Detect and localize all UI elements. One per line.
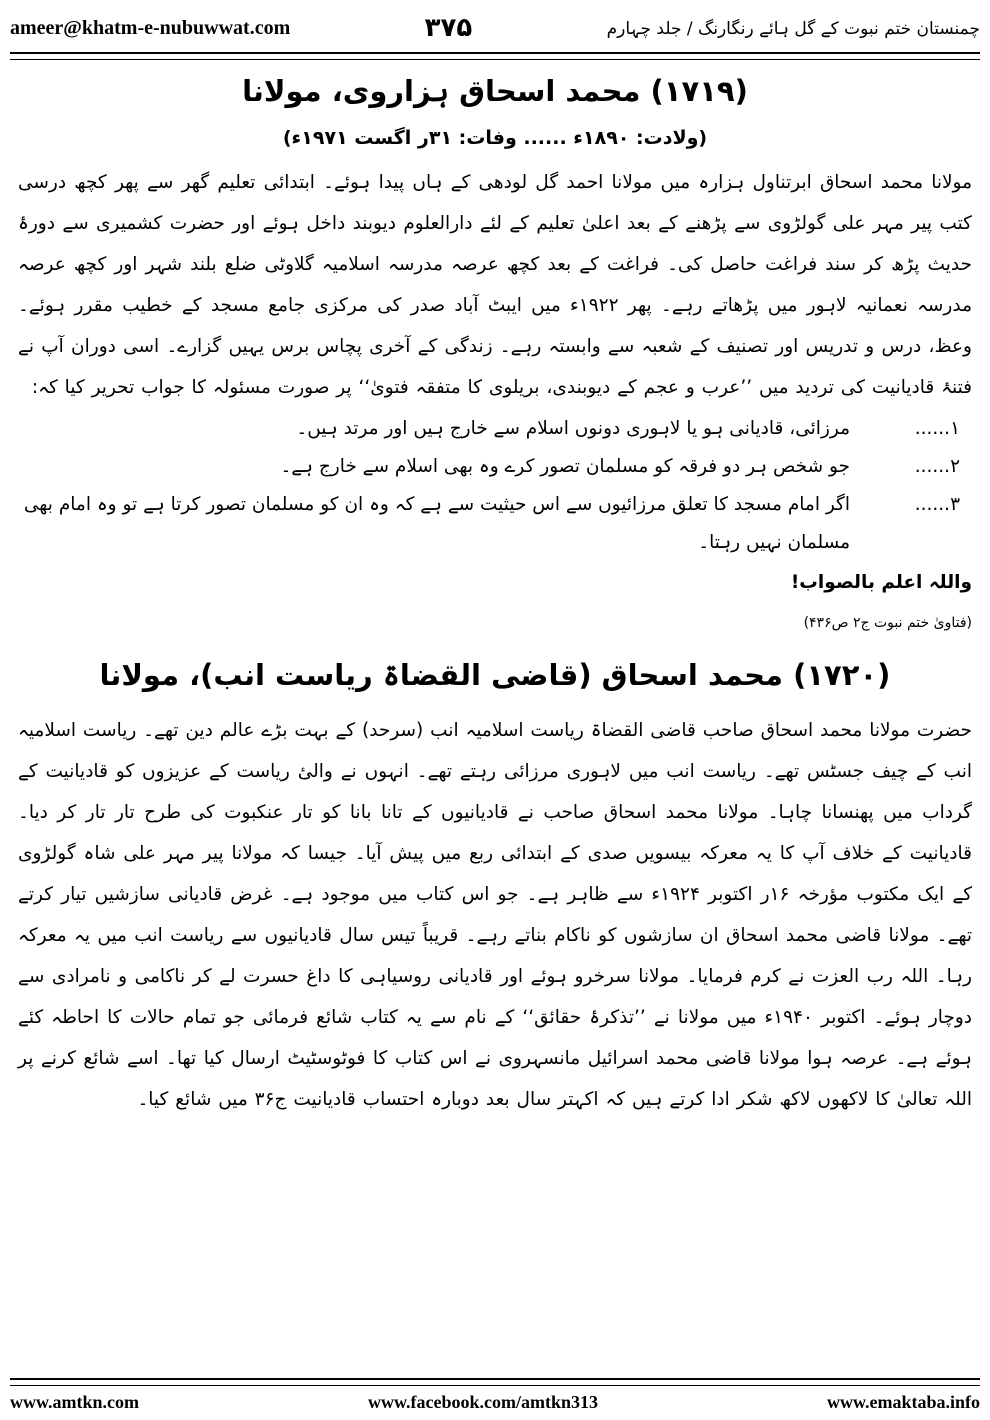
answer-text: مرزائی، قادیانی ہو یا لاہوری دونوں اسلام سے خارج ہیں اور مرتد ہیں۔	[296, 418, 850, 439]
article-1-dates: (ولادت: ۱۸۹۰ء ...... وفات: ۳۱ر اگست ۱۹۷۱ء)	[282, 127, 708, 149]
page-number: ۳۷۵	[424, 13, 473, 43]
article-1-paragraph: مولانا محمد اسحاق ابرتناول ہزارہ میں مولانا احمد گل لودھی کے ہاں پیدا ہوئے۔ ابتدائی تعلیم گھر سے پھر کچھ درسی کتب پیر مہر علی گولڑوی سے پڑھنے کے بعد اعلیٰ تعلیم کے لئے دارالعلوم دیوبند داخل ہوئے اور حضرت کشمیری سے دورۂ حدیث پڑھ کر سند فراغت حاصل کی۔ فراغت کے بعد کچھ عرصہ مدرسہ اسلامیہ گلاوٹی ضلع بلند شہر اور کچھ عرصہ مدرسہ نعمانیہ لاہور میں پڑھاتے رہے۔ پھر ۱۹۲۲ء میں ایبٹ آباد صدر کی مرکزی جامع مسجد کے خطیب مقرر ہوئے۔ وعظ، درس و تدریس اور تصنیف کے شعبہ سے وابستہ رہے۔ زندگی کے آخری پچاس برس یہیں گزارے۔ اسی دوران آپ نے فتنۂ قادیانیت کی تردید میں ’’عرب و عجم کے دیوبندی، بریلوی کا متفقہ فتویٰ‘‘ پر صورت مسئولہ کا جواب تحریر کیا کہ:	[18, 172, 972, 398]
footer-divider	[10, 1378, 980, 1386]
answer-text: جو شخص ہر دو فرقہ کو مسلمان تصور کرے وہ بھی اسلام سے خارج ہے۔	[280, 456, 850, 477]
list-item	[18, 410, 972, 448]
article-2-paragraph: حضرت مولانا محمد اسحاق صاحب قاضی القضاۃ ریاست اسلامیہ انب (سرحد) کے بہت بڑے عالم دین تھے۔ ریاست اسلامیہ انب کے چیف جسٹس تھے۔ ریاست انب میں لاہوری مرزائی رہتے تھے۔ انہوں نے والیٔ ریاست کے عزیزوں کو قادیانیت کے گرداب میں پھنسانا چاہا۔ مولانا محمد اسحاق صاحب نے قادیانیوں کے تانا بانا کو تار عنکبوت کی طرح تار تار کر دیا۔ قادیانیت کے خلاف آپ کا یہ معرکہ بیسویں صدی کے ابتدائی ربع میں پیش آیا۔ جیسا کہ مولانا پیر مہر علی شاہ گولڑوی کے ایک مکتوب مؤرخہ ۱۶ر اکتوبر ۱۹۲۴ء سے ظاہر ہے۔ جو اس کتاب میں موجود ہے۔ غرض قادیانی سازشیں تیار کرتے تھے۔ مولانا قاضی محمد اسحاق ان سازشوں کو ناکام بناتے رہے۔ قریباً تیس سال قادیانیوں سے ریاست انب میں یہ معرکہ رہا۔ اللہ رب العزت نے کرم فرمایا۔ مولانا سرخرو ہوئے اور قادیانی روسیاہی کا داغ حسرت لے کر ناکامی و نامرادی سے دوچار ہوئے۔ اکتوبر ۱۹۴۰ء میں مولانا نے ’’تذکرۂ حقائق‘‘ کے نام سے یہ کتاب شائع فرمائی جو تمام حالات کا احاطہ کئے ہوئے ہے۔ عرصہ ہوا مولانا قاضی محمد اسرائیل مانسہروی نے اس کتاب کا فوٹوسٹیٹ ارسال کیا تھا۔ اسے شائع کرنے پر اللہ تعالیٰ کا لاکھوں لاکھ شکر ادا کرتے ہیں کہ اکہتر سال بعد دوبارہ احتساب قادیانیت ج۳۶ میں شائع کیا۔	[18, 720, 973, 1110]
answer-number: ۱......	[914, 418, 960, 439]
page-content	[18, 64, 972, 1120]
footer-link-amtkn: www.amtkn.com	[10, 1391, 139, 1412]
article-2-heading: (۱۷۲۰) محمد اسحاق (قاضی القضاۃ ریاست انب)، مولانا	[99, 658, 891, 692]
closing-phrase: واللہ اعلم بالصواب!	[790, 572, 972, 593]
page-footer	[10, 1388, 980, 1416]
header-divider	[10, 52, 980, 60]
footer-link-facebook: www.facebook.com/amtkn313	[367, 1391, 598, 1412]
footer-link-emaktaba: www.emaktaba.info	[826, 1391, 980, 1412]
page-header	[10, 6, 980, 50]
answer-text: اگر امام مسجد کا تعلق مرزائیوں سے اس حیثیت سے ہے کہ وہ ان کو مسلمان تصور کرتا ہے تو وہ امام بھی مسلمان نہیں رہتا۔	[23, 494, 850, 553]
fatwa-answers	[18, 410, 972, 562]
header-email: ameer@khatm-e-nubuwwat.com	[10, 16, 291, 39]
list-item	[18, 448, 972, 486]
list-item	[18, 486, 972, 562]
answer-number: ۳......	[914, 494, 960, 515]
article-1-heading: (۱۷۱۹) محمد اسحاق ہزاروی، مولانا	[242, 74, 748, 108]
article-1-reference: (فتاویٰ ختم نبوت ج۲ ص۴۳۶)	[803, 615, 972, 631]
answer-number: ۲......	[914, 456, 960, 477]
book-title: چمنستان ختم نبوت کے گل ہائے رنگارنگ / جلد چہارم	[606, 18, 980, 39]
